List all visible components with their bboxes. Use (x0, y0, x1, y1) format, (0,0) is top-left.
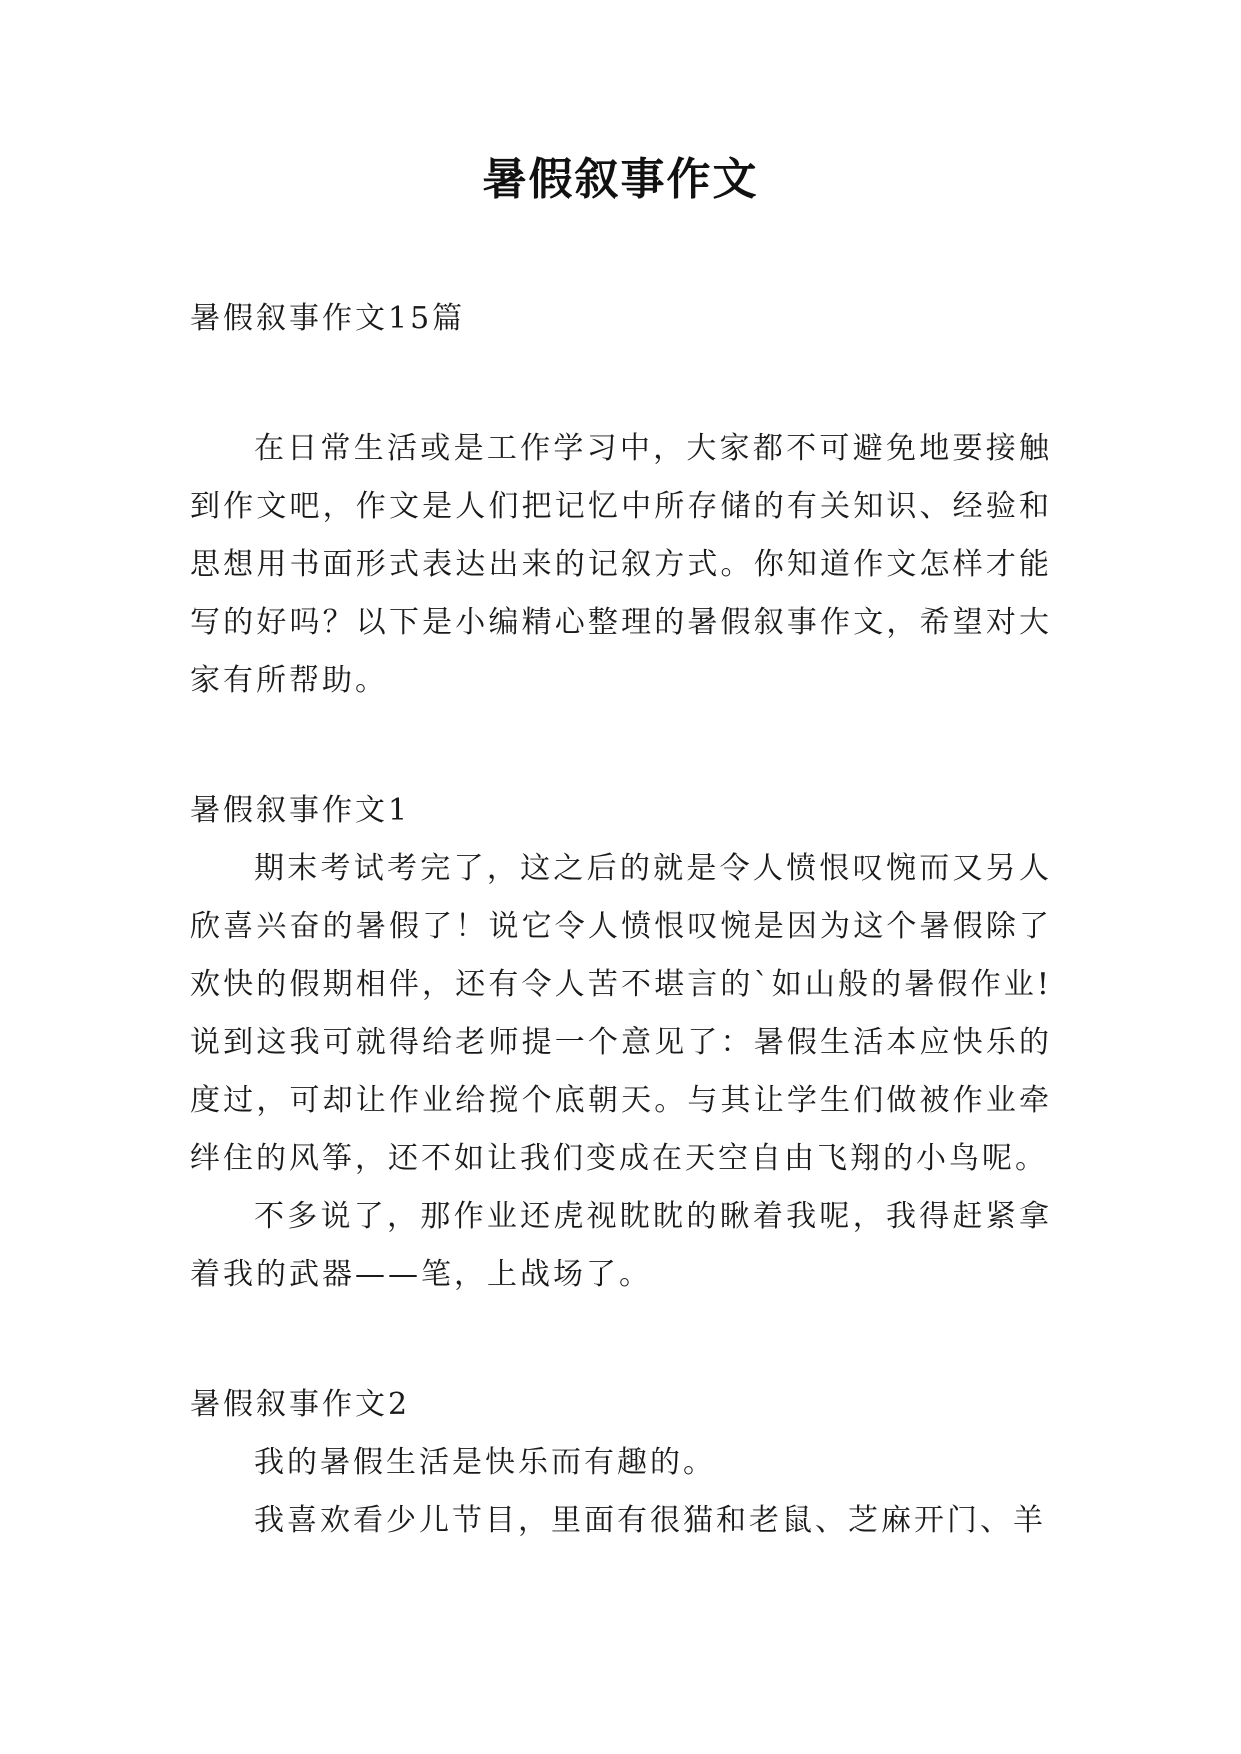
section-paragraph: 不多说了，那作业还虎视眈眈的瞅着我呢，我得赶紧拿着我的武器——笔，上战场了。 (190, 1199, 1052, 1292)
intro-paragraph: 在日常生活或是工作学习中，大家都不可避免地要接触到作文吧，作文是人们把记忆中所存储的有关知识、经验和思想用书面形式表达出来的记叙方式。你知道作文怎样才能写的好吗？以下是小编精心整理的暑假叙事作文，希望对大家有所帮助。 (190, 431, 1052, 698)
section-heading: 暑假叙事作文2 (190, 1387, 411, 1422)
spacer (190, 348, 1052, 420)
spacer (190, 1304, 1052, 1376)
document-body (190, 290, 1052, 1550)
section-paragraph: 我的暑假生活是快乐而有趣的。 (254, 1445, 716, 1480)
document-title: 暑假叙事作文 (482, 154, 759, 205)
section-paragraph: 我喜欢看少儿节目，里面有很猫和老鼠、芝麻开门、羊 (254, 1503, 1046, 1538)
section-heading: 暑假叙事作文1 (190, 793, 411, 828)
spacer (190, 710, 1052, 782)
section-paragraph: 期末考试考完了，这之后的就是令人愤恨叹惋而又另人欣喜兴奋的暑假了！说它令人愤恨叹惋是因为这个暑假除了欢快的假期相伴，还有令人苦不堪言的`如山般的暑假作业!说到这我可就得给老师提一个意见了：暑假生活本应快乐的度过，可却让作业给搅个底朝天。与其让学生们做被作业牵绊住的风筝，还不如让我们变成在天空自由飞翔的小鸟呢。 (190, 851, 1052, 1176)
document-subtitle: 暑假叙事作文15篇 (190, 301, 466, 336)
